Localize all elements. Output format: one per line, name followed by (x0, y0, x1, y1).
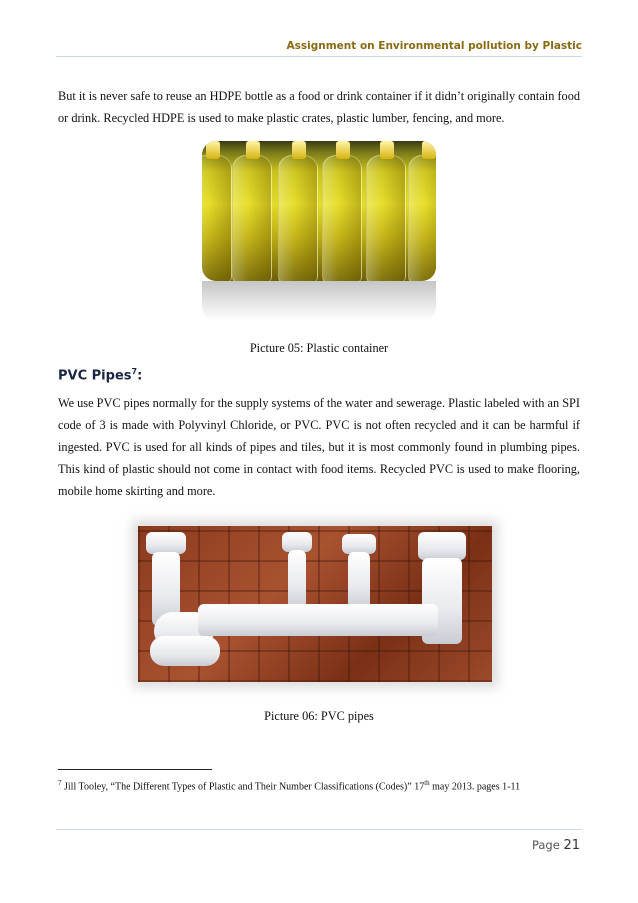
plastic-container-image (202, 141, 436, 321)
footer-divider (56, 829, 582, 830)
footnote-ref: 7 (131, 367, 138, 376)
footnote (58, 776, 598, 794)
page-number-value: 21 (563, 838, 580, 853)
footnote-divider (58, 769, 212, 770)
header-title: Assignment on Environmental pollution by Plastic (286, 40, 582, 52)
oil-bottles-photo (202, 141, 436, 281)
header-divider (56, 56, 582, 57)
image-reflection (202, 281, 436, 321)
footnote-marker: 7 (58, 779, 62, 787)
figure-caption-05: Picture 05: Plastic container (249, 341, 389, 355)
pvc-pipes-image (138, 526, 492, 682)
heading-colon: : (137, 368, 143, 384)
page-label: Page (531, 838, 560, 852)
footnote-ordinal: th (424, 779, 430, 787)
page-number (532, 838, 580, 853)
footnote-text-end: may 2013. pages 1-11 (429, 781, 521, 793)
heading-text: PVC Pipes (58, 368, 132, 384)
figure-caption-06: Picture 06: PVC pipes (264, 709, 374, 723)
paragraph-pvc: We use PVC pipes normally for the supply systems of the water and sewerage. Plastic labeled with an SPI code of 3 is made with Polyvinyl Chloride, or PVC. PVC is not often recycled and it can be harmful if ingested. PVC is used for all kinds of pipes and tiles, but it is most commonly found in plumbing pipes. This kind of plastic should not come in contact with food items. Recycled PVC is used to make flooring, mobile home skirting and more. (58, 396, 580, 498)
paragraph-hdpe: But it is never safe to reuse an HDPE bottle as a food or drink container if it didn’t originally contain food or drink. Recycled HDPE is used to make plastic crates, plastic lumber, fencing, and more. (58, 89, 580, 125)
footnote-text: Jill Tooley, “The Different Types of Plastic and Their Number Classifications (Codes)” 17 (61, 781, 425, 793)
section-heading-pvc (58, 367, 142, 383)
